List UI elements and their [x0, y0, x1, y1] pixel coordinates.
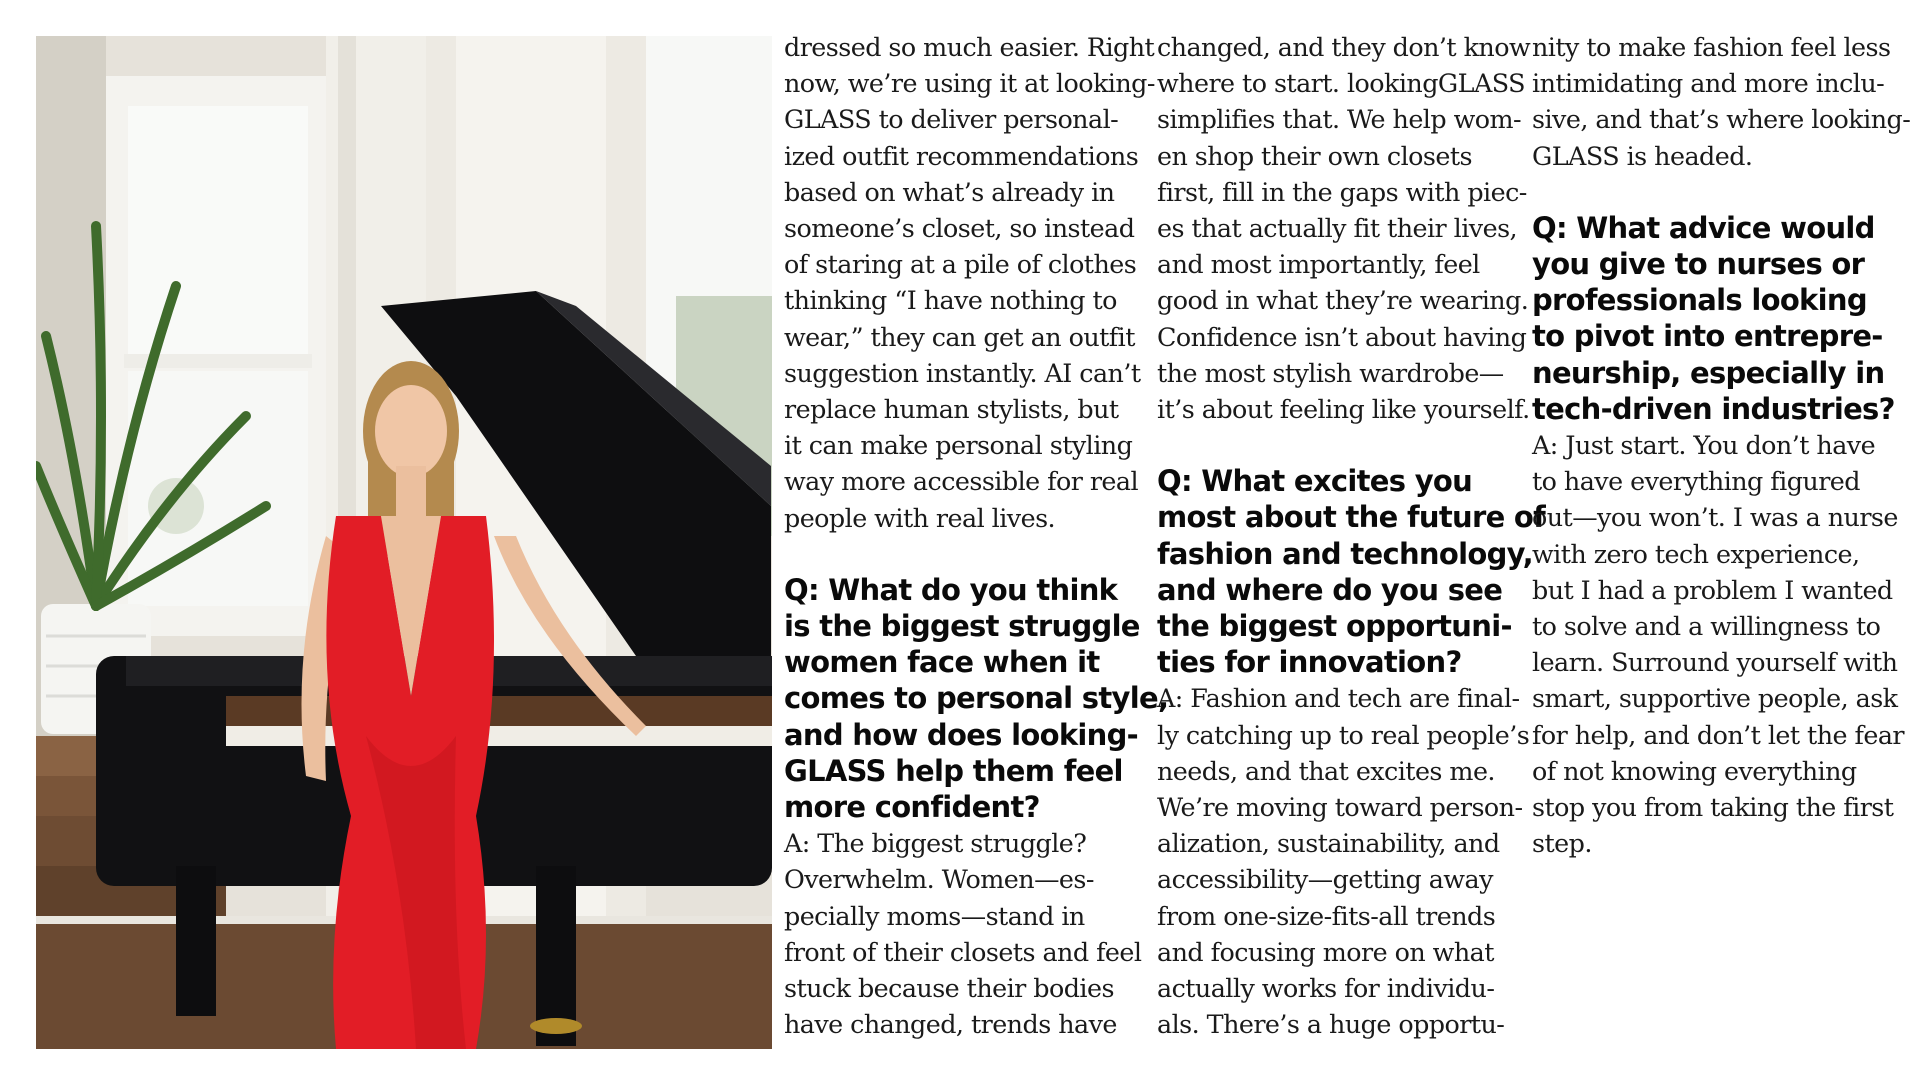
text-line: to have everything figured [1532, 466, 1860, 497]
text-line: dressed so much easier. Right [784, 32, 1155, 62]
text-line: based on what’s already in [784, 176, 1115, 207]
heading-line: ties for innovation? [1157, 645, 1462, 680]
text-line: to solve and a willingness to [1532, 611, 1881, 642]
text-line: suggestion instantly. AI can’t [784, 357, 1141, 388]
text-line: but I had a problem I wanted [1532, 574, 1893, 605]
text-line: pecially moms—stand in [784, 900, 1085, 931]
text-line: and focusing more on what [1157, 936, 1494, 967]
text-line: from one-size-fits-all trends [1157, 900, 1496, 931]
heading-line: tech-driven industries? [1532, 391, 1895, 426]
text-line: alization, sustainability, and [1157, 828, 1500, 859]
answer-paragraph [1532, 427, 1904, 861]
text-line: now, we’re using it at looking- [784, 68, 1155, 99]
question-heading [1532, 210, 1904, 427]
text-line: wear,” they can get an outfit [784, 321, 1135, 352]
text-line: es that actually fit their lives, [1157, 213, 1518, 244]
text-line: nity to make fashion feel less [1532, 32, 1891, 62]
text-line: of not knowing everything [1532, 755, 1857, 786]
text-line: simplifies that. We help wom- [1157, 104, 1522, 135]
heading-line: more confident? [784, 790, 1040, 825]
heading-line: you give to nurses or [1532, 247, 1865, 282]
text-line: en shop their own closets [1157, 140, 1472, 171]
text-line: GLASS to deliver personal- [784, 104, 1119, 135]
article-photo [36, 36, 772, 1049]
text-line: learn. Surround yourself with [1532, 647, 1898, 678]
answer-paragraph [784, 825, 1156, 1042]
text-line: people with real lives. [784, 502, 1056, 533]
heading-line: neurship, especially in [1532, 355, 1885, 390]
text-line: with zero tech experience, [1532, 538, 1860, 569]
portrait-illustration [36, 36, 772, 1049]
heading-line: most about the future of [1157, 500, 1546, 535]
paragraph [1532, 29, 1911, 174]
text-line: first, fill in the gaps with piec- [1157, 176, 1527, 207]
heading-line: to pivot into entrepre- [1532, 319, 1883, 354]
text-line: A: Just start. You don’t have [1532, 430, 1876, 461]
text-line: A: The biggest struggle? [784, 828, 1087, 859]
text-line: accessibility—getting away [1157, 864, 1493, 895]
question-heading [1157, 463, 1546, 680]
heading-line: and how does looking- [784, 717, 1138, 752]
heading-line: GLASS help them feel [784, 753, 1123, 788]
heading-line: Q: What advice would [1532, 210, 1875, 245]
text-line: needs, and that excites me. [1157, 755, 1495, 786]
heading-line: professionals looking [1532, 283, 1867, 318]
heading-line: the biggest opportuni- [1157, 609, 1512, 644]
text-line: changed, and they don’t know [1157, 32, 1531, 62]
text-line: Overwhelm. Women—es- [784, 864, 1094, 895]
text-line: Confidence isn’t about having [1157, 321, 1527, 352]
text-line: someone’s closet, so instead [784, 213, 1135, 244]
article-column-2 [1157, 29, 1546, 1042]
text-line: it’s about feeling like yourself. [1157, 394, 1530, 425]
heading-line: and where do you see [1157, 572, 1503, 607]
text-line: ized outfit recommendations [784, 140, 1139, 171]
text-line: way more accessible for real [784, 466, 1139, 497]
paragraph [1157, 29, 1529, 427]
text-line: have changed, trends have [784, 1009, 1117, 1040]
heading-line: Q: What do you think [784, 572, 1118, 607]
paragraph [784, 29, 1156, 536]
text-line: of staring at a pile of clothes [784, 249, 1137, 280]
heading-line: fashion and technology, [1157, 536, 1533, 571]
text-line: We’re moving toward person- [1157, 792, 1523, 823]
text-line: out—you won’t. I was a nurse [1532, 502, 1898, 533]
text-line: smart, supportive people, ask [1532, 683, 1898, 714]
text-line: front of their closets and feel [784, 936, 1142, 967]
text-line: ly catching up to real people’s [1157, 719, 1530, 750]
heading-line: comes to personal style, [784, 681, 1169, 716]
text-line: als. There’s a huge opportu- [1157, 1009, 1505, 1040]
heading-line: Q: What excites you [1157, 464, 1473, 499]
question-heading [784, 572, 1169, 825]
text-line: good in what they’re wearing. [1157, 285, 1529, 316]
text-line: for help, and don’t let the fear [1532, 719, 1905, 750]
text-line: it can make personal styling [784, 430, 1133, 461]
answer-paragraph [1157, 680, 1529, 1042]
text-line: actually works for individu- [1157, 973, 1495, 1004]
heading-line: is the biggest struggle [784, 609, 1140, 644]
text-line: thinking “I have nothing to [784, 285, 1117, 316]
article-column-3 [1532, 29, 1911, 861]
text-line: A: Fashion and tech are final- [1157, 683, 1520, 714]
text-line: stop you from taking the first [1532, 792, 1894, 823]
text-line: sive, and that’s where looking- [1532, 104, 1911, 135]
text-line: the most stylish wardrobe— [1157, 357, 1504, 388]
text-line: GLASS is headed. [1532, 140, 1753, 171]
text-line: and most importantly, feel [1157, 249, 1480, 280]
text-line: step. [1532, 828, 1592, 859]
heading-line: women face when it [784, 645, 1100, 680]
article-column-1 [784, 29, 1169, 1042]
text-line: intimidating and more inclu- [1532, 68, 1885, 99]
text-line: replace human stylists, but [784, 394, 1119, 425]
text-line: stuck because their bodies [784, 973, 1114, 1004]
text-line: where to start. lookingGLASS [1157, 68, 1525, 99]
